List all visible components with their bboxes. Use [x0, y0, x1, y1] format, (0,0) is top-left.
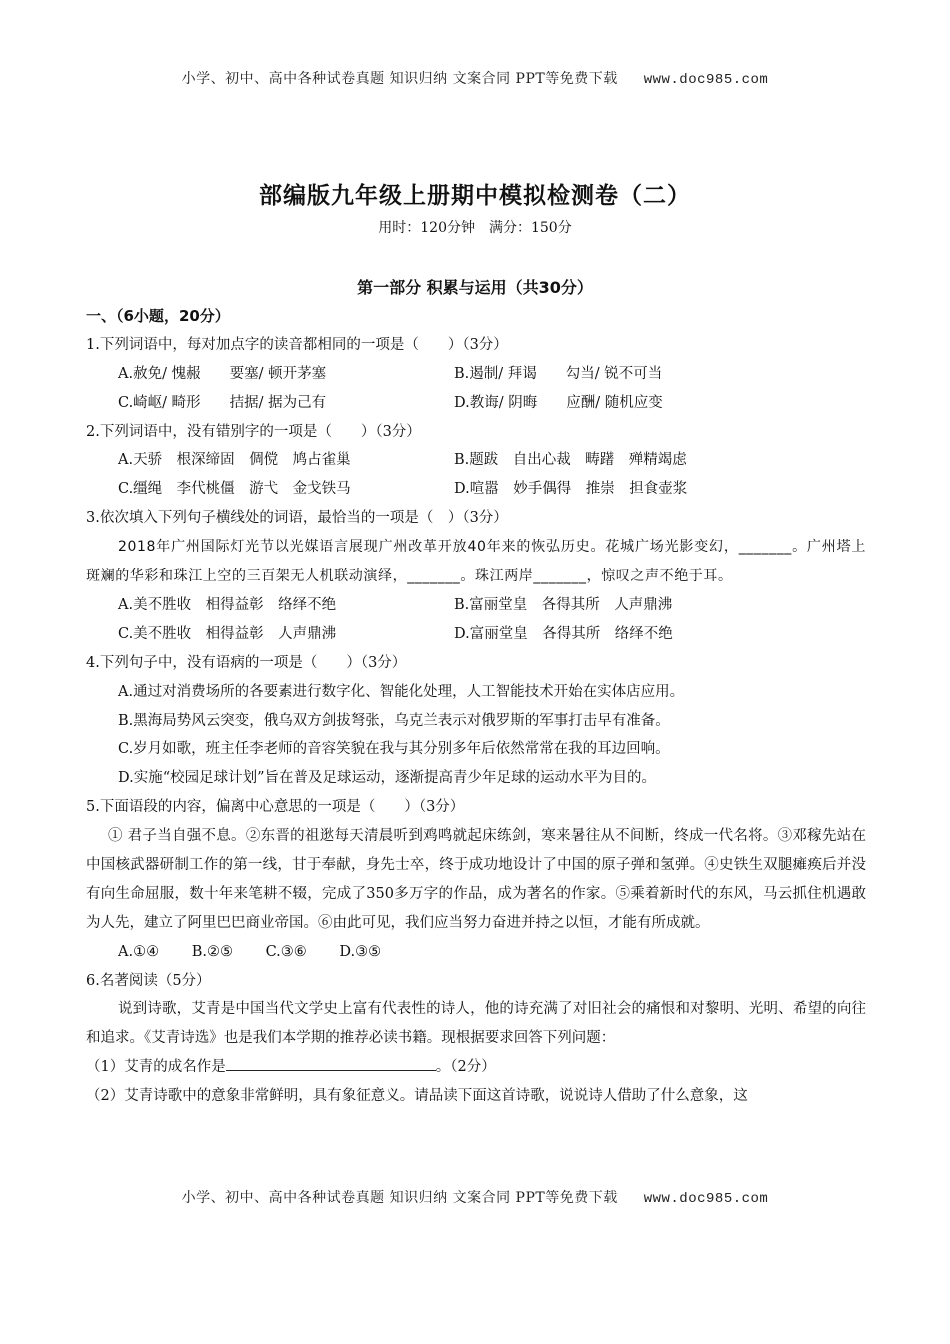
- question-1-option-d[interactable]: D.教诲/ 阴晦 应酬/ 随机应变: [454, 394, 663, 411]
- exam-body: [86, 302, 866, 1111]
- question-3-option-b[interactable]: B.富丽堂皇 各得其所 人声鼎沸: [454, 596, 673, 613]
- question-4-option-a[interactable]: A.通过对消费场所的各要素进行数字化、智能化处理，人工智能技术开始在实体店应用。: [118, 683, 685, 700]
- part-heading: 第一部分 积累与运用（共30分）: [357, 278, 593, 297]
- question-2-option-a[interactable]: A.天骄 根深缔固 倜傥 鸠占雀巢: [118, 452, 351, 469]
- question-6-sub1-prompt: （1）艾青的成名作是: [86, 1059, 226, 1076]
- question-6-stem: 6.名著阅读（5分）: [86, 972, 211, 989]
- footer-site-link[interactable]: www.doc985.com: [643, 1191, 769, 1207]
- question-2-stem: 2.下列词语中，没有错别字的一项是（ ）（3分）: [86, 423, 421, 440]
- question-6-sub1-score: 。（2分）: [435, 1059, 496, 1076]
- question-4-option-b[interactable]: B.黑海局势风云突变，俄乌双方剑拔弩张，乌克兰表示对俄罗斯的军事打击早有准备。: [118, 712, 670, 729]
- header-text: 小学、初中、高中各种试卷真题 知识归纳 文案合同 PPT等免费下载: [181, 71, 618, 87]
- exam-subtitle: 用时：120分钟 满分：150分: [378, 220, 572, 236]
- footer-text: 小学、初中、高中各种试卷真题 知识归纳 文案合同 PPT等免费下载: [181, 1190, 618, 1206]
- question-2-options-row1: [86, 446, 866, 475]
- question-6-intro: 说到诗歌，艾青是中国当代文学史上富有代表性的诗人，他的诗充满了对旧社会的痛恨和对黎明、光明、希望的向往和追求。《艾青诗选》也是我们本学期的推荐必读书籍。现根据要求回答下列问题：: [86, 1001, 866, 1047]
- header-site-link[interactable]: www.doc985.com: [643, 72, 769, 88]
- question-3-passage: 2018年广州国际灯光节以光媒语言展现广州改革开放40年来的恢弘历史。花城广场光影变幻，_______。广州塔上斑斓的华彩和珠江上空的三百架无人机联动演绎，_______。珠江两岸_______，惊叹之声不绝于耳。: [86, 539, 866, 585]
- question-6-sub1-answer-blank[interactable]: [226, 1054, 436, 1071]
- question-2-options-row2: [86, 475, 866, 504]
- page-header: [0, 68, 950, 88]
- question-6-sub1: [86, 1053, 866, 1082]
- question-5-option-b[interactable]: B.②⑤: [191, 943, 233, 960]
- question-3-stem: 3.依次填入下列句子横线处的词语，最恰当的一项是（ ）（3分）: [86, 510, 508, 527]
- question-4-stem: 4.下列句子中，没有语病的一项是（ ）（3分）: [86, 654, 407, 671]
- exam-title: 部编版九年级上册期中模拟检测卷（二）: [259, 183, 691, 209]
- question-3-option-c[interactable]: C.美不胜收 相得益彰 人声鼎沸: [118, 625, 337, 642]
- question-3-option-d[interactable]: D.富丽堂皇 各得其所 络绎不绝: [454, 625, 673, 642]
- question-5-option-c[interactable]: C.③⑥: [265, 943, 307, 960]
- question-5-options: [86, 938, 866, 967]
- question-3-option-a[interactable]: A.美不胜收 相得益彰 络绎不绝: [118, 596, 337, 613]
- question-3-options-row2: [86, 620, 866, 649]
- question-3-options-row1: [86, 591, 866, 620]
- question-1-option-c[interactable]: C.崎岖/ 畸形 拮据/ 据为己有: [118, 394, 327, 411]
- question-5-option-d[interactable]: D.③⑤: [339, 943, 382, 960]
- question-1-option-a[interactable]: A.赦免/ 愧赧 要塞/ 顿开茅塞: [118, 365, 327, 382]
- question-5-option-a[interactable]: A.①④: [118, 943, 160, 960]
- question-1-stem: 1.下列词语中，每对加点字的读音都相同的一项是（ ）（3分）: [86, 336, 508, 353]
- question-6-sub2: （2）艾青诗歌中的意象非常鲜明，具有象征意义。请品读下面这首诗歌，说说诗人借助了什么意象，这: [86, 1088, 748, 1105]
- question-4-option-c[interactable]: C.岁月如歌，班主任李老师的音容笑貌在我与其分别多年后依然常常在我的耳边回响。: [118, 741, 670, 758]
- question-4-option-d[interactable]: D.实施“校园足球计划”旨在普及足球运动，逐渐提高青少年足球的运动水平为目的。: [118, 770, 657, 787]
- question-2-option-d[interactable]: D.喧嚣 妙手偶得 推崇 担食壶浆: [454, 481, 688, 498]
- question-5-stem: 5.下面语段的内容，偏离中心意思的一项是（ ）（3分）: [86, 799, 465, 816]
- page-footer: [0, 1187, 950, 1207]
- question-2-option-b[interactable]: B.题跋 自出心裁 畴躇 殚精竭虑: [454, 452, 687, 469]
- question-1-options-row2: [86, 389, 866, 418]
- question-1-options-row1: [86, 360, 866, 389]
- section-heading: 一、（6小题，20分）: [86, 307, 230, 325]
- question-2-option-c[interactable]: C.缰绳 李代桃僵 游弋 金戈铁马: [118, 481, 351, 498]
- question-1-option-b[interactable]: B.遏制/ 拜谒 勾当/ 锐不可当: [454, 365, 663, 382]
- question-5-passage: ① 君子当自强不息。②东晋的祖逖每天清晨听到鸡鸣就起床练剑，寒来暑往从不间断，终成一代名将。③邓稼先站在中国核武器研制工作的第一线，甘于奉献，身先士卒，终于成功地设计了中国的原子弹和氢弹。④史铁生双腿瘫痪后并没有向生命屈服，数十年来笔耕不辍，完成了350多万字的作品，成为著名的作家。⑤乘着新时代的东风，马云抓住机遇敢为人先，建立了阿里巴巴商业帝国。⑥由此可见，我们应当努力奋进并持之以恒，才能有所成就。: [86, 828, 866, 931]
